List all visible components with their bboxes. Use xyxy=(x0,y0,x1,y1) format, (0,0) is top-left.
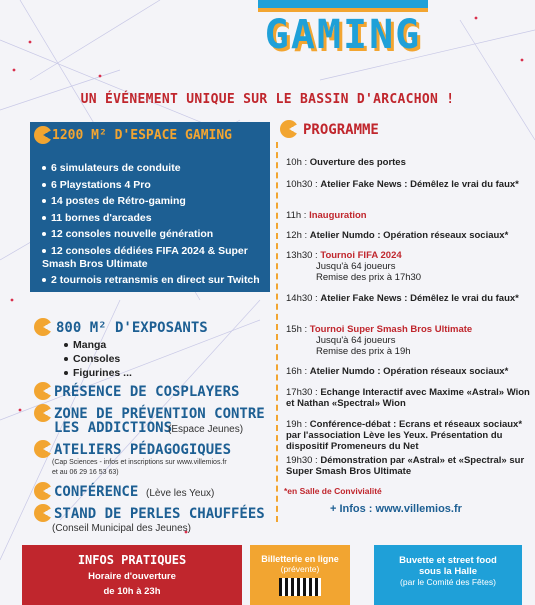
list-item: Consoles xyxy=(64,352,132,366)
billetterie-card[interactable] xyxy=(250,545,350,605)
qr-code-icon[interactable] xyxy=(279,578,321,596)
pacman-icon xyxy=(34,126,52,144)
ateliers-heading: ATELIERS PÉDAGOGIQUES xyxy=(54,442,232,458)
pacman-icon xyxy=(34,404,52,422)
list-item: 11 bornes d'arcades xyxy=(42,212,264,225)
pacman-icon xyxy=(34,382,52,400)
website-link[interactable]: + Infos : www.villemios.fr xyxy=(330,503,462,515)
billetterie-heading: Billetterie en ligne xyxy=(261,554,339,564)
pacman-icon xyxy=(34,318,52,336)
programme-event: 11h : Inauguration xyxy=(286,210,367,221)
buvette-heading-2: sous la Halle xyxy=(418,566,478,577)
pacman-icon xyxy=(280,120,298,138)
buvette-card xyxy=(374,545,522,605)
programme-event: 17h30 : Echange Interactif avec Maxime «Astral» Wion et Nathan «Spectral» Wion xyxy=(286,387,530,409)
programme-heading: PROGRAMME xyxy=(303,122,379,138)
infos-line: de 10h à 23h xyxy=(103,586,161,597)
programme-event: 16h : Atelier Numdo : Opération réseaux sociaux* xyxy=(286,366,509,377)
list-item: 12 consoles nouvelle génération xyxy=(42,228,264,241)
prevention-sub: (Espace Jeunes) xyxy=(168,424,244,435)
pacman-icon xyxy=(34,504,52,522)
list-item: Manga xyxy=(64,338,132,352)
billetterie-sub: (prévente) xyxy=(280,564,320,574)
programme-note: *en Salle de Convivialité xyxy=(284,486,382,496)
programme-event: 10h30 : Atelier Fake News : Démêlez le vrai du faux* xyxy=(286,179,519,190)
list-item: Figurines ... xyxy=(64,366,132,380)
infos-card xyxy=(22,545,242,605)
gaming-list xyxy=(42,162,264,291)
cosplay-heading: PRÉSENCE DE COSPLAYERS xyxy=(54,384,240,400)
exposants-heading: 800 M² D'EXPOSANTS xyxy=(56,320,208,336)
hero-banner-top xyxy=(258,0,428,12)
infos-heading: INFOS PRATIQUES xyxy=(77,553,187,567)
ateliers-sub: (Cap Sciences - infos et inscriptions sur www.villemios.fr xyxy=(52,459,227,466)
prevention-heading-2: LES ADDICTIONS xyxy=(54,420,173,436)
hero-title: GAMING xyxy=(264,12,422,58)
tagline: UN ÉVÉNEMENT UNIQUE SUR LE BASSIN D'ARCACHON ! xyxy=(80,92,455,107)
list-item: 14 postes de Rétro-gaming xyxy=(42,195,264,208)
list-item: 12 consoles dédiées FIFA 2024 & Super Smash Bros Ultimate xyxy=(42,244,248,270)
perles-heading: STAND DE PERLES CHAUFFÉES xyxy=(54,506,265,522)
gaming-heading: 1200 M² D'ESPACE GAMING xyxy=(52,128,233,143)
perles-sub: (Conseil Municipal des Jeunes) xyxy=(52,523,191,534)
list-item: 6 Playstations 4 Pro xyxy=(42,179,264,192)
pacman-icon xyxy=(34,440,52,458)
buvette-sub: (par le Comité des Fêtes) xyxy=(400,577,496,587)
infos-line: Horaire d'ouverture xyxy=(88,571,176,582)
programme-timeline-line xyxy=(276,142,278,522)
programme-event: 13h30 : Tournoi FIFA 2024 Jusqu'à 64 joueurs Remise des prix à 17h30 xyxy=(286,250,422,283)
pacman-icon xyxy=(34,482,52,500)
programme-event: 14h30 : Atelier Fake News : Démêlez le vrai du faux* xyxy=(286,293,519,304)
conference-sub: (Lève les Yeux) xyxy=(146,488,215,499)
programme-event: 19h30 : Démonstration par «Astral» et «Spectral» sur Super Smash Bros Ultimate xyxy=(286,455,525,477)
prevention-heading: ZONE DE PRÉVENTION CONTRE xyxy=(54,406,265,422)
list-item: 6 simulateurs de conduite xyxy=(42,162,264,175)
programme-event: 15h : Tournoi Super Smash Bros Ultimate Jusqu'à 64 joueurs Remise des prix à 19h xyxy=(286,324,473,357)
programme-event: 10h : Ouverture des portes xyxy=(286,157,406,168)
buvette-heading: Buvette et street food xyxy=(399,555,497,566)
programme-event: 19h : Conférence-débat : Ecrans et réseaux sociaux* par l'association Lève les Yeux. Présentation du dispositif Promeneurs du Net xyxy=(286,419,523,452)
exposants-list xyxy=(64,338,132,380)
list-item: 2 tournois retransmis en direct sur Twitch xyxy=(42,274,264,287)
gaming-box xyxy=(30,122,270,292)
ateliers-sub-2: et au 06 29 16 53 63) xyxy=(52,469,119,476)
programme-event: 12h : Atelier Numdo : Opération réseaux sociaux* xyxy=(286,230,509,241)
conference-heading: CONFÉRENCE xyxy=(54,484,139,500)
